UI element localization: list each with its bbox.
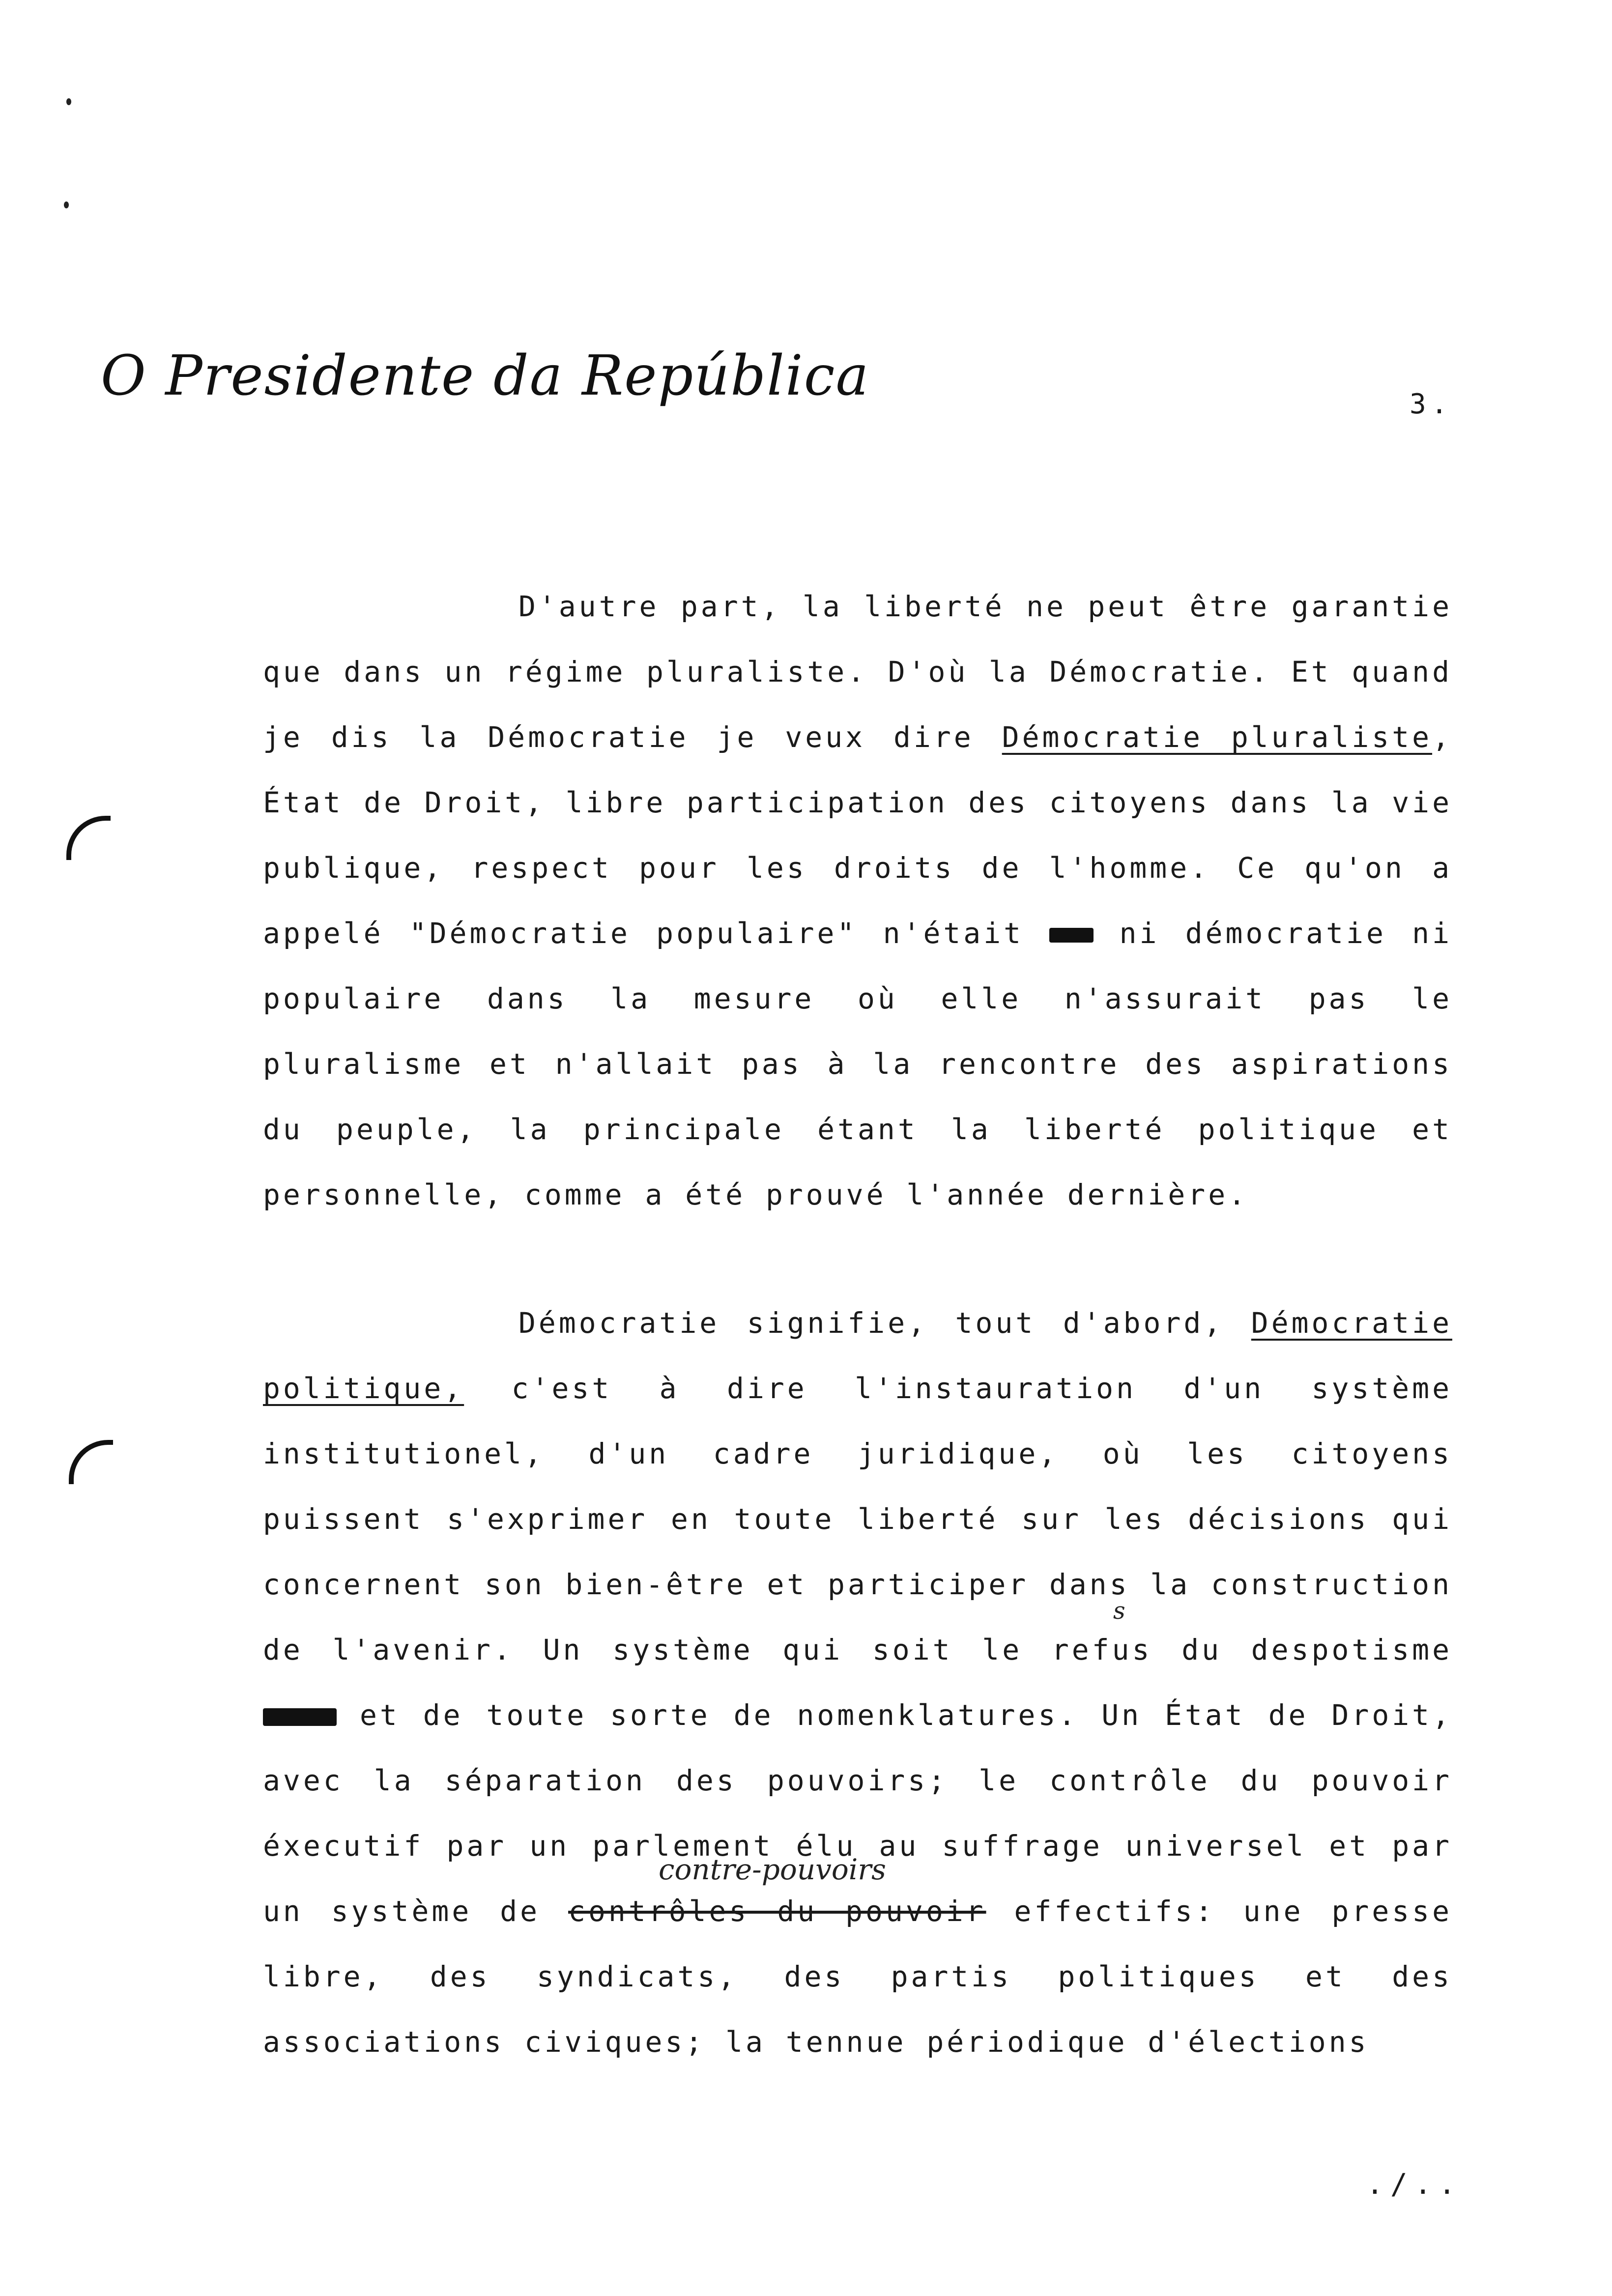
margin-arc-mark — [69, 1440, 113, 1484]
page-number: 3. — [1410, 388, 1453, 420]
underlined-text: Démocratie politique, — [263, 1306, 1452, 1405]
margin-arc-mark — [66, 816, 111, 860]
struck-text: contrôles du pouvoir — [568, 1894, 986, 1928]
handwritten-correction: s — [1113, 1597, 1125, 1625]
paragraph-1 — [263, 574, 1452, 1228]
ink-dot — [66, 98, 71, 105]
underlined-text: Démocratie pluraliste — [1002, 720, 1433, 754]
redaction-mark — [1049, 928, 1094, 943]
ink-dot — [64, 201, 69, 208]
text: , État de Droit, libre participation des citoyens dans la vie publique, respect pour les droits de l'homme. Ce qu'on a appelé "Démocratie populaire" n'était — [263, 720, 1452, 950]
text: c'est à dire l'instauration d'un système institutionel, d'un cadre juridique, où les citoyens puissent s'exprimer en toute liberté sur les décisions qui concernent son bien-être et participer dans la construction de l'avenir. Un système qui soit le refus du despotisme — [263, 1372, 1452, 1666]
text: D'autre part, la liberté ne peut être garantie que dans un régime pluraliste. D'où la Démocratie. Et quand je dis la Démocratie je veux dire — [263, 590, 1452, 754]
handwritten-insertion: contre-pouvoirs — [659, 1853, 886, 1886]
continuation-mark: ./.. — [1366, 2167, 1463, 2201]
paragraph-2 — [263, 1291, 1452, 2075]
text: Démocratie signifie, tout d'abord, — [518, 1306, 1251, 1340]
redaction-mark — [263, 1708, 337, 1726]
text: ni démocratie ni populaire dans la mesure où elle n'assurait pas le pluralisme et n'allait pas à la rencontre des aspirations du peuple, la principale étant la liberté politique et personnelle, comme a été prouvé l'année dernière. — [263, 917, 1453, 1211]
text: et de toute sorte de nomenklatures. Un État de Droit, avec la séparation des pouvoirs; le contrôle du pouvoir éxecutif par un parlement élu au suffrage universel et par un système de — [263, 1698, 1452, 1928]
letterhead: O Presidente da República — [101, 344, 870, 408]
text: effectifs: une presse libre, des syndicats, des partis politiques et des associations civiques; la tennue périodique d'élections — [263, 1894, 1452, 2059]
